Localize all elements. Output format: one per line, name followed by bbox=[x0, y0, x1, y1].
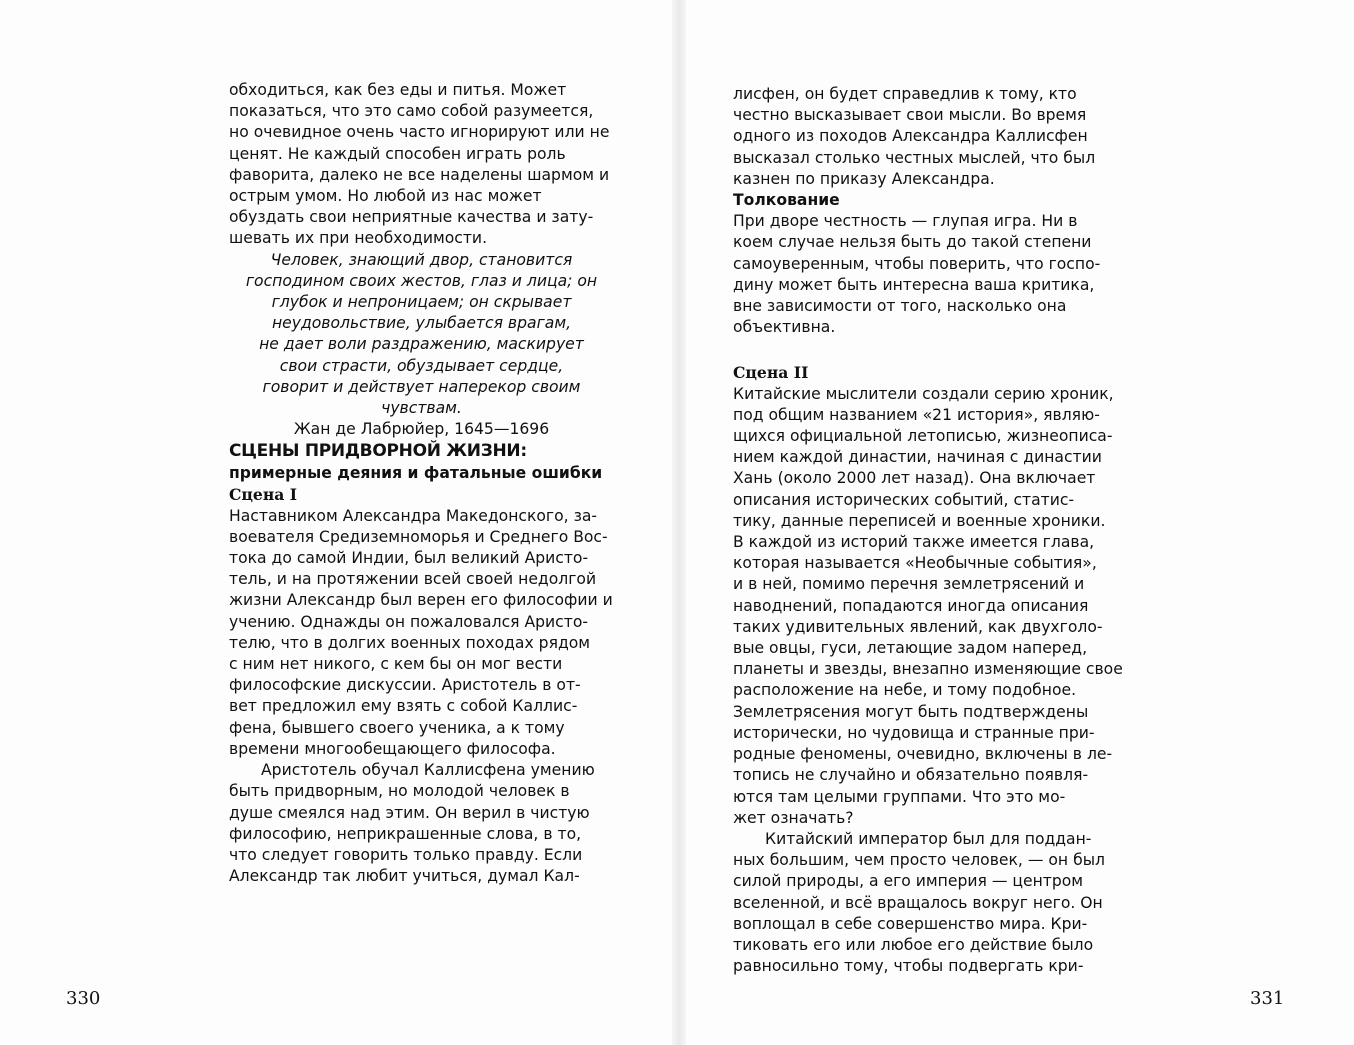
scene-2-heading: Сцена II bbox=[733, 363, 809, 383]
section-subtitle: примерные деяния и фатальные ошибки bbox=[229, 464, 603, 483]
interpretation-paragraph: При дворе честность — глупая игра. Ни в коем случае нельзя быть до такой степени самоуверенным, чтобы поверить, что госпо- дину может быть интересна ваша критика, вне зависимости от того, насколько она объективна. bbox=[733, 212, 1101, 337]
scene-1-continuation: лисфен, он будет справедлив к тому, кто честно высказывает свои мысли. Во время одного из походов Александра Каллисфен высказал столько честных мыслей, что был казнен по приказу Александра. bbox=[733, 85, 1096, 188]
left-page-number: 330 bbox=[66, 988, 101, 1009]
epigraph-author: Жан де Лабрюйер, 1645—1696 bbox=[293, 420, 550, 439]
interpretation-heading: Толкование bbox=[733, 191, 840, 210]
scene-2-paragraph-1: Китайские мыслители создали серию хроник, под общим названием «21 история», являю- щихся официальной летописью, жизнеописа- нием каждой династии, начиная с династии Хань (около 2000 лет назад). Она включает описания исторических событий, статис- тику, данные переписей и военные хроники. В каждой из историй также имеется глава, которая называется «Необычные события», и в ней, помимо перечня землетрясений и наводнений, попадаются иногда описания таких удивительных явлений, как двухголо- вые овцы, гуси, летающие задом наперед, планеты и звезды, внезапно изменяющие свое расположение на небе, и тому подобное. Землетрясения могут быть подтверждены исторически, но чудовища и странные при- родные феномены, очевидно, включены в ле- топись не случайно и обязательно появля- ются там целыми группами. Что это мо- жет означать? bbox=[733, 384, 1123, 827]
scene-1-heading: Сцена I bbox=[229, 485, 298, 505]
epigraph-quote: Человек, знающий двор, становится господином своих жестов, глаз и лица; он глубок и непроницаем; он скрывает неудовольствие, улыбается врагам, не дает воли раздражению, маскирует свои страсти, обуздывает сердце, говорит и действует наперекор своим чувствам. bbox=[245, 250, 598, 418]
scene-2-paragraph-2: Китайский император был для поддан- ных большим, чем просто человек, — он был силой природы, а его империя — центром вселенной, и всё вращалось вокруг него. Он воплощал в себе совершенство мира. Кри- тиковать его или любое его действие было равносильно тому, чтобы подвергать кри- bbox=[733, 829, 1105, 976]
right-page-number: 331 bbox=[1250, 988, 1285, 1009]
left-text-column bbox=[229, 80, 614, 887]
intro-paragraph: обходиться, как без еды и питья. Может показаться, что это само собой разумеется, но очевидное очень часто игнорируют или не ценят. Не каждый способен играть роль фаворита, далеко не все наделены шармом и острым умом. Но любой из нас может обуздать свои неприятные качества и зату- шевать их при необходимости. bbox=[229, 81, 610, 248]
scene-1-paragraph-2: Аристотель обучал Каллисфена умению быть придворным, но молодой человек в душе смеялся над этим. Он верил в чистую философию, неприкрашенные слова, в то, что следует говорить только правду. Если Александр так любит учиться, думал Кал- bbox=[229, 761, 595, 886]
scene-1-paragraph-1: Наставником Александра Македонского, за- воевателя Средиземноморья и Среднего Вос- тока до самой Индии, был великий Аристо- тель, и на протяжении всей своей недолгой жизни Александр был верен его философии и учению. Однажды он пожаловался Аристо- телю, что в долгих военных походах рядом с ним нет никого, с кем бы он мог вести философские дискуссии. Аристотель в от- вет предложил ему взять с собой Каллис- фена, бывшего своего ученика, а к тому времени многообещающего философа. bbox=[229, 506, 613, 758]
section-title: СЦЕНЫ ПРИДВОРНОЙ ЖИЗНИ: bbox=[229, 441, 527, 462]
right-page bbox=[677, 0, 1354, 1045]
right-text-column bbox=[733, 84, 1128, 977]
